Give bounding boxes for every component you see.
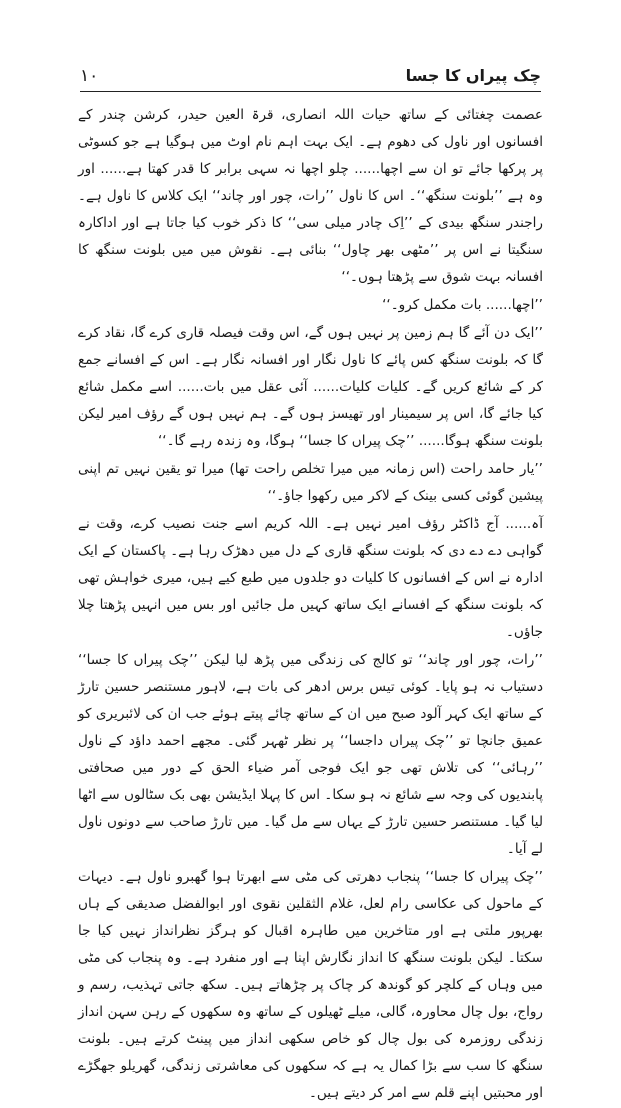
- paragraph-7: ’’چک پیراں کا جسا‘‘ پنجاب دھرتی کی مٹی سے ابھرتا ہوا گھبرو ناول ہے۔ دیہات کے ماحول کی عکاسی رام لعل، غلام الثقلین نقوی اور ابوالفضل صدیقی کے ہاں بھرپور ملتی ہے اور متاخرین میں طاہرہ اقبال کو ہرگز نظرانداز نہیں کیا جا سکتا۔ لیکن بلونت سنگھ کا انداز نگارش اپنا ہے اور منفرد ہے۔ وہ پنجاب کی مٹی میں وہاں کے کلچر کو گوندھ کر چاک پر چڑھاتے ہیں۔ سکھ جاتی تہذیب، رسم و رواج، بول چال محاورہ، گالی، میلے ٹھیلوں کے ساتھ وہ سکھوں کے رہن سہن انداز زندگی روزمرہ کی بول چال کو خاص سکھی انداز میں پینٹ کرتے ہیں۔ بلونت سنگھ کا سب سے بڑا کمال یہ ہے کہ سکھوں کی معاشرتی زندگی، گھریلو جھگڑے اور محبتیں اپنے قلم سے امر کر دیتے ہیں۔: [78, 869, 543, 1101]
- page-number: ۱۰: [80, 66, 99, 86]
- header-rule: [80, 91, 541, 92]
- paragraph-3: ’’ایک دن آئے گا ہم زمین پر نہیں ہوں گے، اس وقت فیصلہ قاری کرے گا، نقاد کرے گا کہ بلونت سنگھ کس پائے کا ناول نگار اور افسانہ نگار ہے۔ اس کے افسانے جمع کر کے شائع کریں گے۔ کلیات کلیات...... آئی عقل میں بات...... اسے مکمل شائع کیا جائے گا، اس پر سیمینار اور تھیسز ہوں گے۔ ہم نہیں ہوں گے رؤف امیر لیکن بلونت سنگھ ہوگا...... ’’چک پیراں کا جسا‘‘ ہوگا، وہ زندہ رہے گا۔‘‘: [78, 325, 543, 449]
- paragraph-2: ’’اچھا...... بات مکمل کرو۔‘‘: [382, 297, 543, 313]
- page-header: [80, 64, 541, 92]
- running-title: چک پیراں کا جسا: [405, 66, 541, 85]
- paragraph-4: ’’یار حامد راحت (اس زمانہ میں میرا تخلص راحت تھا) میرا تو یقین نہیں تم اپنی پیشین گوئی کسی بینک کے لاکر میں رکھوا جاؤ۔‘‘: [78, 461, 543, 504]
- paragraph-6: ’’رات، چور اور چاند‘‘ تو کالج کی زندگی میں پڑھ لیا لیکن ’’چک پیراں کا جسا‘‘ دستیاب نہ ہو پایا۔ کوئی تیس برس ادھر کی بات ہے، لاہور مستنصر حسین تارڑ کے ساتھ ایک کہر آلود صبح میں ان کے ساتھ چائے پیتے ہوئے جب ان کی لائبریری کو عمیق جانچا تو ’’چک پیراں داجسا‘‘ پر نظر ٹھہر گئی۔ مجھے احمد داؤد کے ناول ’’رہائی‘‘ کی تلاش تھی جو ایک فوجی آمر ضیاء الحق کے دور میں صحافتی پابندیوں کی وجہ سے شائع نہ ہو سکا۔ اس کا پہلا ایڈیشن بھی بک سٹالوں سے اٹھا لیا گیا۔ مستنصر حسین تارڑ کے یہاں سے مل گیا۔ میں تارڑ صاحب سے دونوں ناول لے آیا۔: [78, 652, 543, 857]
- body-text: [78, 102, 543, 1108]
- paragraph-5: آہ...... آج ڈاکٹر رؤف امیر نہیں ہے۔ اللہ کریم اسے جنت نصیب کرے، وقت نے گواہی دے دے دی کہ بلونت سنگھ قاری کے دل میں دھڑک رہا ہے۔ پاکستان کے ایک ادارہ نے اس کے افسانوں کا کلیات دو جلدوں میں طبع کیے ہیں، میری خواہش تھی کہ بلونت سنگھ کے افسانے ایک ساتھ کہیں مل جائیں اور بس میں انہیں پڑھتا چلا جاؤں۔: [78, 516, 543, 640]
- paragraph-1: عصمت چغتائی کے ساتھ حیات اللہ انصاری، قرۃ العین حیدر، کرشن چندر کے افسانوں اور ناول کی دھوم ہے۔ ایک بہت اہم نام اوٹ میں ہوگیا ہے جو کسوٹی پر پرکھا جائے تو ان سے اچھا...... چلو اچھا نہ سہی برابر کا قدر کھتا ہے...... اور وہ ہے ’’بلونت سنگھ‘‘۔ اس کا ناول ’’رات، چور اور چاند‘‘ ایک کلاس کا ناول ہے۔ راجندر سنگھ بیدی کے ’’اِک چادر میلی سی‘‘ کا ذکر خوب کیا جاتا ہے اور اداکارہ سنگیتا نے اس پر ’’مٹھی بھر چاول‘‘ بنائی ہے۔ نقوش میں میں بلونت سنگھ کا افسانہ بہت شوق سے پڑھتا ہوں۔‘‘: [78, 107, 543, 285]
